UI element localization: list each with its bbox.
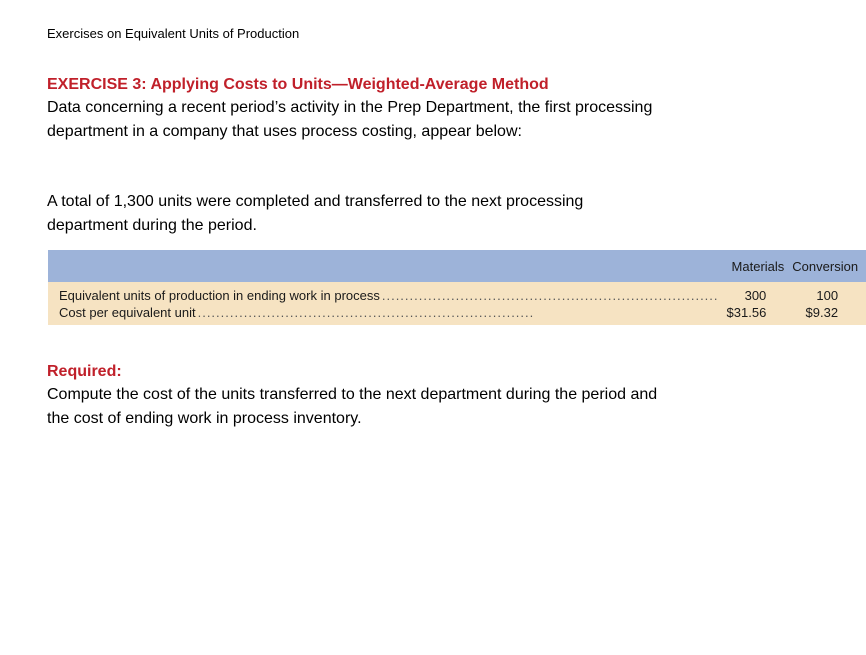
- dot-leader: .........................................................................: [197, 305, 535, 320]
- conversion-value: $9.32: [805, 305, 839, 320]
- table-row: [48, 282, 866, 304]
- row-label-cell: [48, 282, 727, 304]
- row-label: Cost per equivalent unit: [59, 305, 196, 320]
- required-heading: Required:: [47, 363, 122, 380]
- page-header: Exercises on Equivalent Units of Production: [47, 26, 300, 41]
- intro-paragraph: Data concerning a recent period’s activity in the Prep Department, the first processing department in a company that uses process costing, appear below:: [47, 99, 653, 140]
- required-paragraph: Compute the cost of the units transferred to the next department during the period and the cost of ending work in process inventory.: [47, 386, 658, 427]
- equivalent-units-table: [48, 250, 866, 325]
- materials-value: 300: [744, 288, 767, 303]
- column-header-conversion: Conversion: [792, 258, 859, 274]
- units-completed-paragraph: A total of 1,300 units were completed and transferred to the next processing department during the period.: [47, 193, 584, 234]
- column-header-materials: Materials: [731, 258, 785, 274]
- materials-value: $31.56: [726, 305, 767, 320]
- dot-leader: .........................................................................: [381, 288, 719, 303]
- row-label-cell: [48, 304, 727, 325]
- row-label: Equivalent units of production in ending work in process: [59, 288, 380, 303]
- exercise-title: EXERCISE 3: Applying Costs to Units—Weighted-Average Method: [47, 76, 549, 93]
- table-row: [48, 304, 866, 325]
- conversion-value: 100: [816, 288, 839, 303]
- header-blank-cell: [48, 250, 727, 282]
- table-header-row: [48, 250, 866, 282]
